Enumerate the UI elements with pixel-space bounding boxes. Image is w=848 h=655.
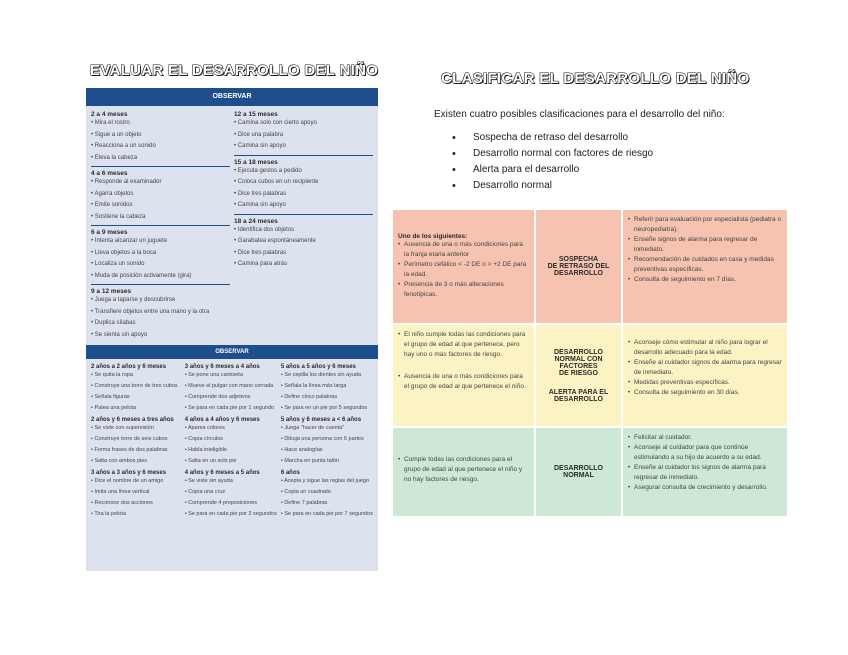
- milestone-item: • Emite sonidos: [91, 202, 133, 208]
- milestone-text: Sostiene la cabeza: [94, 213, 146, 220]
- milestone-text: Camina sin apoyo: [237, 143, 286, 149]
- milestone-item: • Comprende 4 preposiciones: [184, 500, 257, 506]
- treatment-item: • Consulta de seguimiento en 7 días.: [628, 275, 782, 285]
- milestone-text: Localiza un sonido: [94, 261, 145, 267]
- age-group-heading: 4 años a 4 años y 6 meses: [184, 417, 260, 423]
- milestone-item: • Señala figuras: [91, 394, 130, 400]
- observation-panel: [86, 88, 378, 571]
- observe-bottom-col: [279, 361, 375, 520]
- milestone-item: • Imita una línea vertical: [91, 489, 150, 495]
- condition-cell: [393, 428, 534, 516]
- milestone-text: Habla inteligible: [188, 447, 227, 453]
- age-group-heading: 18 a 24 meses: [234, 217, 278, 225]
- milestone-item: • Duplica sílabas: [91, 320, 136, 326]
- milestone-item: • Dice tres palabras: [234, 190, 287, 197]
- milestone-text: Tira la pelota: [94, 511, 126, 517]
- milestone-text: Ejecuta gestos a pedido: [237, 167, 302, 174]
- milestone-text: Marcha en punta talón: [284, 458, 340, 464]
- milestone-item: • Sostiene la cabeza: [91, 213, 146, 220]
- milestone-text: Se para en cada pie por 3 segundos: [188, 511, 277, 517]
- milestone-text: Se sienta sin apoyo: [94, 331, 148, 338]
- milestone-item: • Se para en cada pie por 1 segundo: [184, 405, 275, 411]
- milestone-item: • Se para en un pie por 5 segundos: [280, 405, 368, 411]
- milestone-item: • Dice tres palabras: [234, 249, 287, 256]
- observe-col-1: [89, 106, 232, 343]
- condition-cell: [393, 325, 534, 426]
- milestone-text: Reacciona a un sonido: [94, 143, 156, 149]
- milestone-item: • Copia un cuadrado: [280, 489, 331, 495]
- intro-text: Existen cuatro posibles clasificaciones para el desarrollo del niño:: [434, 109, 725, 120]
- milestone-text: Forma frases de dos palabras: [94, 447, 168, 453]
- milestone-text: Patea una pelota: [94, 405, 137, 411]
- classification-item: • Desarrollo normal con factores de riesgo: [452, 146, 653, 162]
- age-group-heading: 5 años y 6 meses a < 6 años: [280, 417, 362, 423]
- milestone-item: • Mueve el pulgar con mano cerrada: [184, 383, 274, 389]
- milestone-text: Hace analogías: [284, 447, 323, 453]
- age-group-heading: 9 a 12 meses: [91, 288, 132, 295]
- milestone-text: Intenta alcanzar un juguete: [94, 238, 168, 244]
- observe-col-2: [232, 106, 375, 343]
- condition-item: • Ausencia de una o más condiciones para el grupo de edad al que pertenece el niño.: [398, 372, 529, 392]
- milestone-text: Identifica dos objetos: [237, 226, 295, 233]
- age-group-heading: 3 años a 3 años y 6 meses: [91, 470, 167, 476]
- group-divider: [234, 155, 373, 156]
- age-group-heading: 12 a 15 meses: [234, 111, 278, 118]
- milestone-item: • Salta en un solo pie: [184, 458, 237, 464]
- milestone-item: • Identifica dos objetos: [234, 226, 295, 233]
- milestone-text: Construye una torre de tres cubos: [94, 383, 178, 389]
- milestone-text: Coloca cubos en un recipiente: [237, 179, 319, 185]
- milestone-item: • Camina sin apoyo: [234, 202, 286, 208]
- milestone-item: • Habla inteligible: [184, 447, 227, 453]
- observe-bottom-col: [183, 361, 279, 520]
- treatment-item: • Referir para evaluación por especialista (pediatra o neuropediatra).: [628, 215, 782, 235]
- milestone-item: • Copia una cruz: [184, 489, 226, 495]
- milestone-item: • Responde al examinador: [91, 179, 162, 185]
- age-group-heading: 6 a 9 meses: [91, 229, 128, 236]
- category-cell: [534, 428, 623, 516]
- classification-item: • Alerta para el desarrollo: [452, 162, 653, 178]
- milestone-text: Señala figuras: [94, 394, 130, 400]
- milestone-item: • Se para en cada pie por 3 segundos: [184, 511, 277, 517]
- milestone-item: • Garabatea espontáneamente: [234, 238, 316, 244]
- milestone-text: Responde al examinador: [94, 179, 162, 185]
- category-line: DE RETRASO DEL: [547, 263, 610, 270]
- category-cell: [534, 210, 623, 323]
- milestone-item: • Hace analogías: [280, 447, 323, 453]
- category-line: FACTORES: [559, 362, 598, 370]
- milestone-item: • Forma frases de dos palabras: [91, 447, 168, 453]
- milestone-text: Se quita la ropa: [94, 372, 133, 378]
- milestone-text: Duplica sílabas: [94, 320, 136, 326]
- milestone-item: • Se viste con supervisión: [91, 425, 154, 431]
- milestone-text: Mira el rostro: [94, 120, 130, 126]
- milestone-text: Se cepilla los dientes sin ayuda: [284, 372, 362, 378]
- milestone-item: • Salta con ambos pies: [91, 458, 148, 464]
- milestone-item: • Camina sin apoyo: [234, 143, 286, 149]
- milestone-text: Imita una línea vertical: [94, 489, 150, 495]
- treatment-item: • Enseñe signos de alarma para regresar de inmediato.: [628, 235, 782, 255]
- milestone-item: • Aparea colores: [184, 425, 225, 431]
- treatment-cell: [623, 325, 787, 426]
- milestone-item: • Juega a taparse y descubrirse: [91, 297, 176, 303]
- age-group-heading: 3 años y 6 meses a 4 años: [184, 364, 260, 370]
- age-group-heading: 4 años y 6 meses a 5 años: [184, 470, 260, 476]
- milestone-item: • Comprende dos adjetivos: [184, 394, 251, 400]
- milestone-item: • Coloca cubos en un recipiente: [234, 179, 319, 185]
- milestone-item: • Agarra objetos: [91, 190, 134, 197]
- milestone-text: Aparea colores: [187, 425, 225, 431]
- milestone-text: Salta con ambos pies: [94, 458, 148, 464]
- classify-title: CLASIFICAR EL DESARROLLO DEL NIÑO: [441, 70, 750, 87]
- condition-heading: Uno de los siguientes:: [398, 233, 468, 240]
- age-group-heading: 2 años y 6 meses a tres años: [91, 417, 174, 423]
- milestone-text: Acepta y sigue las reglas del juego: [284, 478, 369, 484]
- group-divider: [234, 214, 373, 215]
- category-line: NORMAL CON: [554, 355, 603, 363]
- milestone-text: Señala la línea más larga: [284, 383, 347, 389]
- observe-bottom-grid: [86, 359, 378, 522]
- milestone-item: • Dice una palabra: [234, 131, 284, 138]
- milestone-item: • Define cinco palabras: [280, 394, 338, 400]
- milestone-text: Reconoce dos acciones: [94, 500, 153, 506]
- milestone-text: Agarra objetos: [94, 190, 134, 197]
- milestone-item: • Se pone una camiseta: [184, 372, 243, 378]
- observe-header-2: OBSERVAR: [86, 345, 378, 359]
- milestone-item: • Define 7 palabras: [280, 500, 328, 506]
- milestone-item: • Se cepilla los dientes sin ayuda: [280, 372, 362, 378]
- category-line: DESARROLLO: [554, 348, 603, 356]
- milestone-item: • Se sienta sin apoyo: [91, 331, 148, 338]
- age-group-heading: 6 años: [280, 470, 300, 476]
- milestone-text: Dice una palabra: [237, 131, 284, 138]
- milestone-item: • Camina solo con cierto apoyo: [234, 120, 317, 126]
- condition-item: • Cumple todas las condiciones para el grupo de edad al que pertenece el niño y no hay factores de riesgo.: [398, 455, 529, 485]
- milestone-text: Camina solo con cierto apoyo: [237, 120, 317, 126]
- milestone-text: Sigue a un objeto: [94, 131, 142, 138]
- treatment-cell: [623, 210, 787, 323]
- milestone-text: Define 7 palabras: [284, 500, 328, 506]
- category-line: DESARROLLO: [554, 270, 603, 277]
- classification-table: [393, 210, 787, 516]
- milestone-text: Copia un cuadrado: [284, 489, 331, 495]
- milestone-item: • Camina para atrás: [234, 261, 288, 267]
- treatment-cell: [623, 428, 787, 516]
- milestone-item: • Copia círculos: [184, 436, 224, 442]
- category-line: DESARROLLO: [554, 465, 603, 472]
- milestone-text: Define cinco palabras: [284, 394, 338, 400]
- milestone-item: • Eleva la cabeza: [91, 154, 138, 161]
- milestone-text: Se pone una camiseta: [188, 372, 243, 378]
- age-group-heading: 5 años a 5 años y 6 meses: [280, 364, 356, 370]
- milestone-item: • Sigue a un objeto: [91, 131, 142, 138]
- treatment-item: • Enseñe al cuidador los signos de alarma para regresar de inmediato.: [628, 463, 782, 483]
- milestone-text: Se viste con supervisión: [94, 425, 154, 431]
- condition-item: • Ausencia de una o más condiciones para la franja etaria anterior: [398, 240, 529, 260]
- condition-item: • Presencia de 3 o más alteraciones fenotípicas.: [398, 280, 529, 300]
- classification-item: • Desarrollo normal: [452, 178, 653, 194]
- milestone-text: Garabatea espontáneamente: [237, 238, 316, 244]
- observe-header: OBSERVAR: [86, 88, 378, 106]
- condition-item: • El niño cumple todas las condiciones para el grupo de edad al que pertenece, pero hay uno o más factores de riesgo.: [398, 330, 529, 360]
- milestone-text: Juega "hacer de cuenta": [284, 425, 345, 431]
- treatment-item: • Recomendación de cuidados en casa y medidas preventivas específicas.: [628, 255, 782, 275]
- milestone-text: Comprende 4 preposiciones: [188, 500, 257, 506]
- milestone-text: Se viste sin ayuda: [188, 478, 233, 484]
- milestone-item: • Reacciona a un sonido: [91, 143, 156, 149]
- milestone-text: Dibuja una persona con 6 partes: [284, 436, 364, 442]
- treatment-item: • Aconseje cómo estimular al niño para lograr el desarrollo adecuado para la edad.: [628, 338, 782, 358]
- milestone-text: Se para en cada pie por 7 segundos: [284, 511, 373, 517]
- milestone-item: • Dice el nombre de un amigo: [91, 478, 164, 484]
- milestone-item: • Patea una pelota: [91, 405, 137, 411]
- category-line: DE RIESGO: [559, 369, 598, 377]
- milestone-text: Copia círculos: [188, 436, 224, 442]
- classification-item: • Sospecha de retraso del desarrollo: [452, 130, 653, 146]
- category-line: NORMAL: [563, 472, 594, 479]
- category-line: DESARROLLO: [554, 395, 603, 403]
- milestone-item: • Construye una torre de tres cubos: [91, 383, 178, 389]
- category-line: ALERTA PARA EL: [548, 388, 609, 396]
- milestone-item: • Acepta y sigue las reglas del juego: [280, 478, 369, 484]
- treatment-item: • Consulta de seguimiento en 30 días.: [628, 388, 782, 398]
- milestone-item: • Dibuja una persona con 6 partes: [280, 436, 364, 442]
- milestone-text: Juega a taparse y descubrirse: [94, 297, 176, 303]
- milestone-item: • Lleva objetos a la boca: [91, 249, 157, 256]
- age-group-heading: 2 años a 2 años y 6 meses: [91, 364, 167, 370]
- age-group-heading: 4 a 6 meses: [91, 170, 128, 177]
- milestone-item: • Se viste sin ayuda: [184, 478, 233, 484]
- milestone-text: Se para en un pie por 5 segundos: [284, 405, 368, 411]
- milestone-item: • Transfiere objetos entre una mano y la otra: [91, 308, 210, 315]
- milestone-item: • Se para en cada pie por 7 segundos: [280, 511, 373, 517]
- milestone-text: Dice el nombre de un amigo: [94, 478, 164, 484]
- milestone-text: Transfiere objetos entre una mano y la otra: [94, 308, 210, 315]
- milestone-text: Copia una cruz: [188, 489, 226, 495]
- milestone-text: Dice tres palabras: [237, 190, 287, 197]
- milestone-item: • Construye torre de seis cubos: [91, 436, 168, 442]
- classification-list: [452, 130, 653, 194]
- treatment-item: • Aconseje al cuidador para que continúe estimulando a su hijo de acuerdo a su edad.: [628, 443, 782, 463]
- group-divider: [91, 284, 230, 285]
- treatment-item: • Enseñe al cuidador signos de alarma para regresar de inmediato.: [628, 358, 782, 378]
- age-group-heading: 2 a 4 meses: [91, 111, 128, 118]
- milestone-text: Camina sin apoyo: [237, 202, 286, 208]
- milestone-text: Mueve el pulgar con mano cerrada: [188, 383, 274, 389]
- observe-bottom-col: [89, 361, 183, 520]
- milestone-item: • Tira la pelota: [91, 511, 126, 517]
- treatment-item: • Felicitar al cuidador.: [628, 433, 782, 443]
- group-divider: [91, 166, 230, 167]
- milestone-item: • Juega "hacer de cuenta": [280, 425, 345, 431]
- evaluate-title: EVALUAR EL DESARROLLO DEL NIÑO: [90, 62, 379, 79]
- category-line: SOSPECHA: [558, 256, 599, 263]
- category-cell: [534, 325, 623, 426]
- condition-cell: [393, 210, 534, 323]
- milestone-text: Emite sonidos: [94, 202, 133, 208]
- milestone-item: • Intenta alcanzar un juguete: [91, 238, 168, 244]
- milestone-item: • Localiza un sonido: [91, 261, 145, 267]
- treatment-item: • Medidas preventivas específicas.: [628, 378, 782, 388]
- milestone-text: Construye torre de seis cubos: [94, 436, 168, 442]
- milestone-text: Salta en un solo pie: [188, 458, 237, 464]
- milestone-item: • Se quita la ropa: [91, 372, 133, 378]
- milestone-text: Se para en cada pie por 1 segundo: [188, 405, 275, 411]
- milestone-text: Comprende dos adjetivos: [188, 394, 251, 400]
- milestone-text: Eleva la cabeza: [94, 154, 138, 161]
- age-group-heading: 15 a 18 meses: [234, 158, 278, 166]
- milestone-item: • Señala la línea más larga: [280, 383, 347, 389]
- milestone-item: • Marcha en punta talón: [280, 458, 340, 464]
- milestone-item: • Muda de posición activamente (gira): [91, 272, 192, 279]
- milestone-text: Camina para atrás: [237, 261, 288, 267]
- milestone-item: • Reconoce dos acciones: [91, 500, 153, 506]
- milestone-text: Lleva objetos a la boca: [94, 249, 157, 256]
- milestone-text: Dice tres palabras: [237, 249, 287, 256]
- treatment-item: • Asegurar consulta de crecimiento y desarrollo.: [628, 483, 782, 493]
- milestone-item: • Mira el rostro: [91, 120, 130, 126]
- milestone-item: • Ejecuta gestos a pedido: [234, 167, 302, 174]
- group-divider: [91, 225, 230, 226]
- condition-item: • Perímetro cefálico < -2 DE o > +2 DE para la edad.: [398, 260, 529, 280]
- milestone-text: Muda de posición activamente (gira): [94, 272, 192, 279]
